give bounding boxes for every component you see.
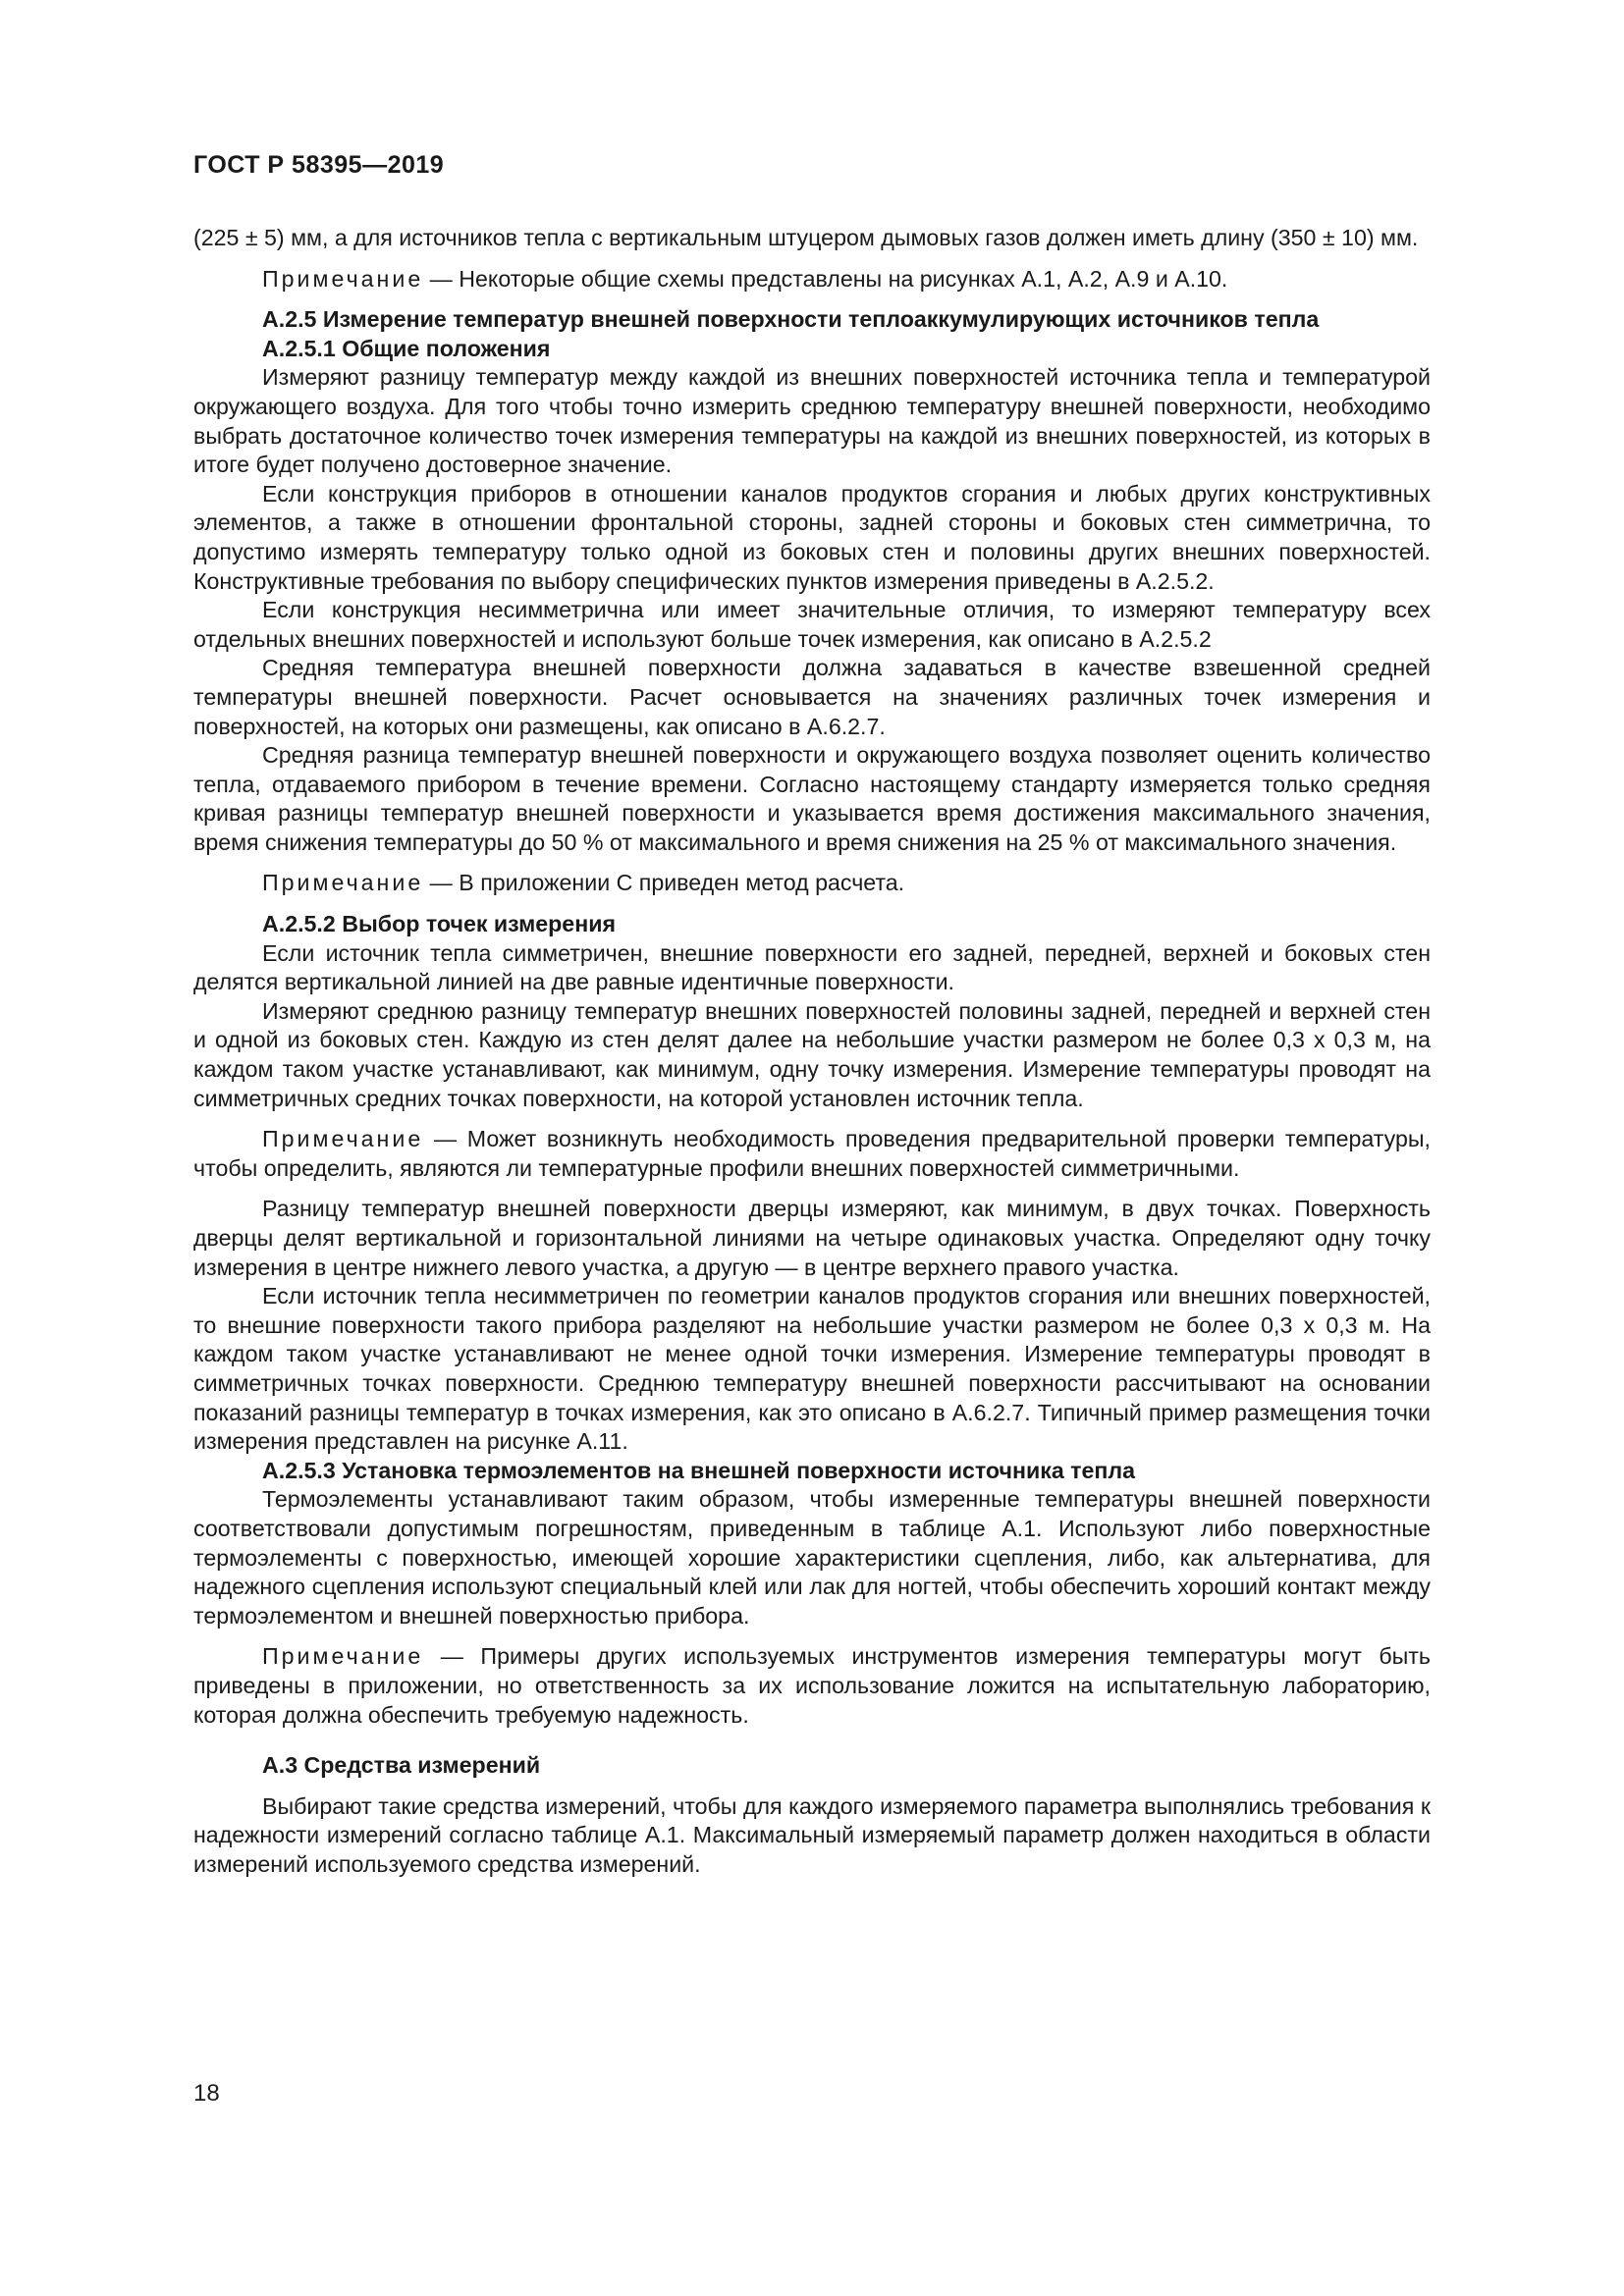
note-text: — В приложении С приведен метод расчета.: [423, 870, 905, 896]
paragraph: Если конструкция приборов в отношении каналов продуктов сгорания и любых других конструктивных элементов, а также в отношении фронтальной стороны, задней стороны и боковых стен симметрична, то допустимо измерять температуру только одной из боковых стен и половины других внешних поверхностей. Конструктивные требования по выбору специфических пунктов измерения приведены в А.2.5.2.: [193, 480, 1431, 594]
section-heading: А.3 Средства измерений: [262, 1752, 541, 1779]
note-label: Примечание: [262, 870, 424, 896]
subsection-heading: А.2.5.2 Выбор точек измерения: [262, 911, 616, 937]
document-header: ГОСТ Р 58395—2019: [193, 151, 445, 179]
paragraph: Если источник тепла симметричен, внешние поверхности его задней, передней, верхней и боковых стен делятся вертикальной линией на две равные идентичные поверхности.: [193, 939, 1431, 995]
note-text: — Примеры других используемых инструментов измерения температуры могут быть приведены в приложении, но ответственность за их использование ложится на испытательную лабораторию, которая должна обеспечить требуемую надежность.: [193, 1643, 1431, 1728]
note: [193, 265, 1431, 294]
paragraph: Разницу температур внешней поверхности дверцы измеряют, как минимум, в двух точках. Поверхность дверцы делят вертикальной и горизонтальной линиями на четыре одинаковых участка. Определяют одну точку измерения в центре нижнего левого участка, а другую — в центре верхнего правого участка.: [193, 1196, 1431, 1280]
page-number: 18: [193, 2080, 220, 2107]
paragraph: Средняя разница температур внешней поверхности и окружающего воздуха позволяет оценить количество тепла, отдаваемого прибором в течение времени. Согласно настоящему стандарту измеряется только средняя кривая разницы температур внешней поверхности и указывается время достижения максимального значения, время снижения температуры до 50 % от максимального и время снижения на 25 % от максимального значения.: [193, 742, 1431, 855]
note-label: Примечание: [262, 1643, 424, 1670]
paragraph: Измеряют среднюю разницу температур внешних поверхностей половины задней, передней и верхней стен и одной из боковых стен. Каждую из стен делят далее на небольшие участки размером не более 0,3 х 0,3 м, на каждом таком участке устанавливают, как минимум, одну точку измерения. Измерение температуры проводят на симметричных средних точках поверхности, на которой установлен источник тепла.: [193, 997, 1431, 1111]
note-text: — Некоторые общие схемы представлены на рисунках А.1, А.2, А.9 и А.10.: [423, 265, 1228, 292]
paragraph: Если конструкция несимметрична или имеет значительные отличия, то измеряют температуру всех отдельных внешних поверхностей и используют больше точек измерения, как описано в А.2.5.2: [193, 597, 1431, 652]
paragraph: (225 ± 5) мм, а для источников тепла с вертикальным штуцером дымовых газов должен иметь длину (350 ± 10) мм.: [193, 225, 1419, 250]
note-label: Примечание: [262, 265, 424, 292]
paragraph: Выбирают такие средства измерений, чтобы для каждого измеряемого параметра выполнялись требования к надежности измерений согласно таблице А.1. Максимальный измеряемый параметр должен находиться в области измерений используемого средства измерений.: [193, 1792, 1431, 1877]
paragraph: Термоэлементы устанавливают таким образом, чтобы измеренные температуры внешней поверхности соответствовали допустимым погрешностям, приведенным в таблице А.1. Используют либо поверхностные термоэлементы с поверхностью, имеющей хорошие характеристики сцепления, либо, как альтернатива, для надежного сцепления используют специальный клей или лак для ногтей, чтобы обеспечить хороший контакт между термоэлементом и внешней поверхностью прибора.: [193, 1486, 1431, 1629]
document-body: [193, 224, 1431, 1879]
paragraph: Измеряют разницу температур между каждой из внешних поверхностей источника тепла и температурой окружающего воздуха. Для того чтобы точно измерить среднюю температуру внешней поверхности, необходимо выбрать достаточное количество точек измерения температуры на каждой из внешних поверхностей, из которых в итоге будет получено достоверное значение.: [193, 364, 1431, 478]
paragraph: Если источник тепла несимметричен по геометрии каналов продуктов сгорания или внешних поверхностей, то внешние поверхности такого прибора разделяют на небольшие участки размером не более 0,3 х 0,3 м. На каждом таком участке устанавливают не менее одной точки измерения. Измерение температуры проводят в симметричных точках поверхности. Среднюю температуру внешней поверхности рассчитывают на основании показаний разницы температур в точках измерения, как это описано в А.6.2.7. Типичный пример размещения точки измерения представлен на рисунке А.11.: [193, 1283, 1431, 1455]
note: [193, 1125, 1431, 1183]
subsection-heading: А.2.5.1 Общие положения: [262, 335, 551, 361]
note-text: — Может возникнуть необходимость проведения предварительной проверки температуры, чтобы определить, являются ли температурные профили внешних поверхностей симметричными.: [193, 1126, 1431, 1181]
note: [193, 869, 1431, 898]
paragraph: Средняя температура внешней поверхности должна задаваться в качестве взвешенной средней температуры внешней поверхности. Расчет основывается на значениях различных точек измерения и поверхностей, на которых они размещены, как описано в А.6.2.7.: [193, 655, 1431, 739]
note-label: Примечание: [262, 1126, 424, 1152]
subsection-heading: А.2.5.3 Установка термоэлементов на внешней поверхности источника тепла: [262, 1457, 1136, 1483]
section-heading: А.2.5 Измерение температур внешней поверхности теплоаккумулирующих источников тепла: [262, 306, 1320, 333]
note: [193, 1642, 1431, 1730]
